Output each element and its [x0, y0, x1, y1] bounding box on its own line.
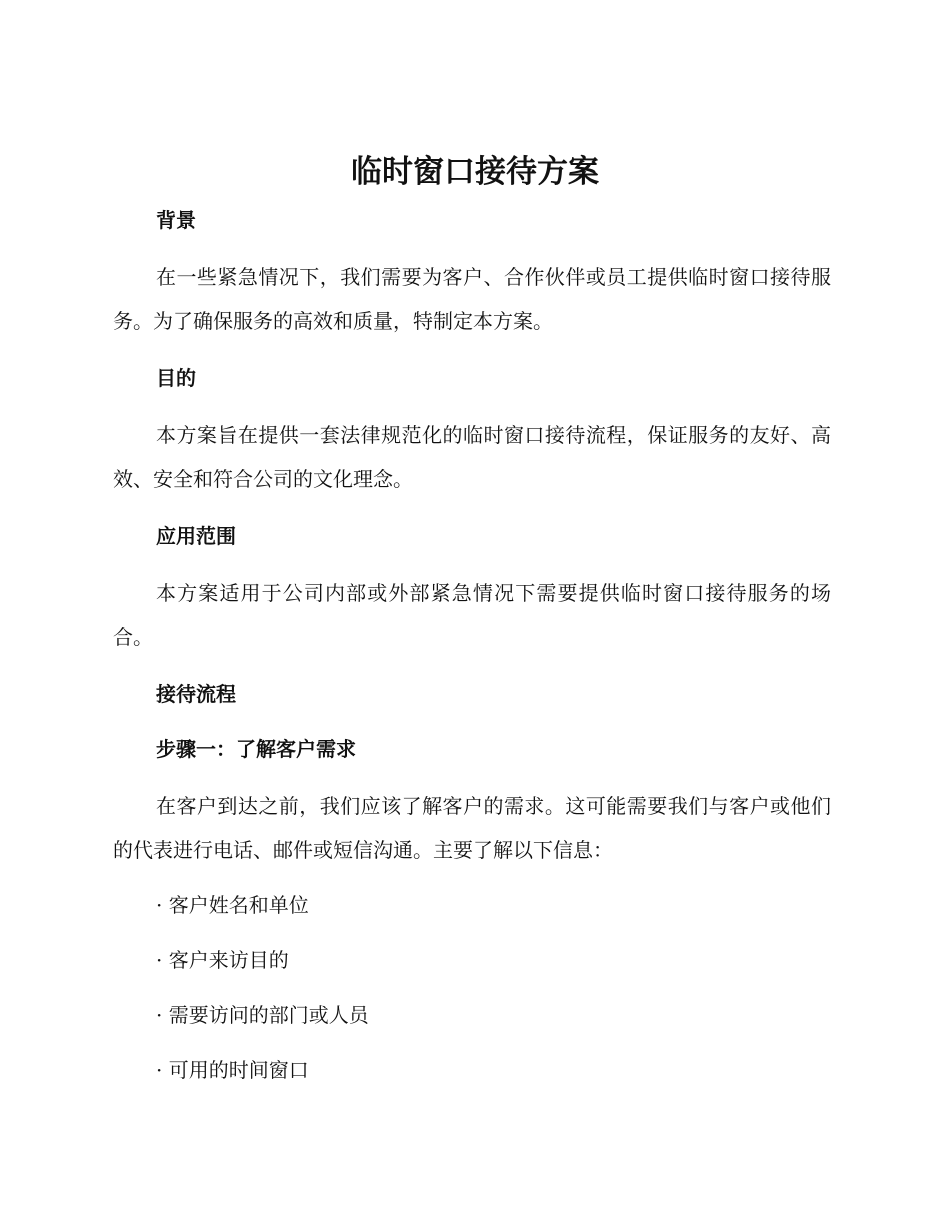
list-item: · 客户来访目的	[156, 948, 289, 972]
page-title: 临时窗口接待方案	[351, 154, 599, 190]
section-heading-purpose: 目的	[156, 366, 196, 390]
section-heading-process: 接待流程	[156, 682, 236, 706]
section-paragraph-scope: 本方案适用于公司内部或外部紧急情况下需要提供临时窗口接待服务的场合。	[113, 581, 831, 649]
document-body	[113, 201, 831, 1089]
section-paragraph-background: 在一些紧急情况下，我们需要为客户、合作伙伴或员工提供临时窗口接待服务。为了确保服务的高效和质量，特制定本方案。	[113, 265, 831, 333]
step-heading-understand-needs: 步骤一：了解客户需求	[156, 737, 356, 761]
section-heading-background: 背景	[156, 208, 196, 232]
list-item: · 客户姓名和单位	[156, 893, 309, 917]
section-paragraph-purpose: 本方案旨在提供一套法律规范化的临时窗口接待流程，保证服务的友好、高效、安全和符合公司的文化理念。	[113, 423, 831, 491]
section-heading-scope: 应用范围	[156, 524, 236, 548]
list-item: · 可用的时间窗口	[156, 1058, 309, 1082]
list-item: · 需要访问的部门或人员	[156, 1003, 369, 1027]
step-paragraph-understand-needs: 在客户到达之前，我们应该了解客户的需求。这可能需要我们与客户或他们的代表进行电话、邮件或短信沟通。主要了解以下信息：	[113, 794, 831, 862]
